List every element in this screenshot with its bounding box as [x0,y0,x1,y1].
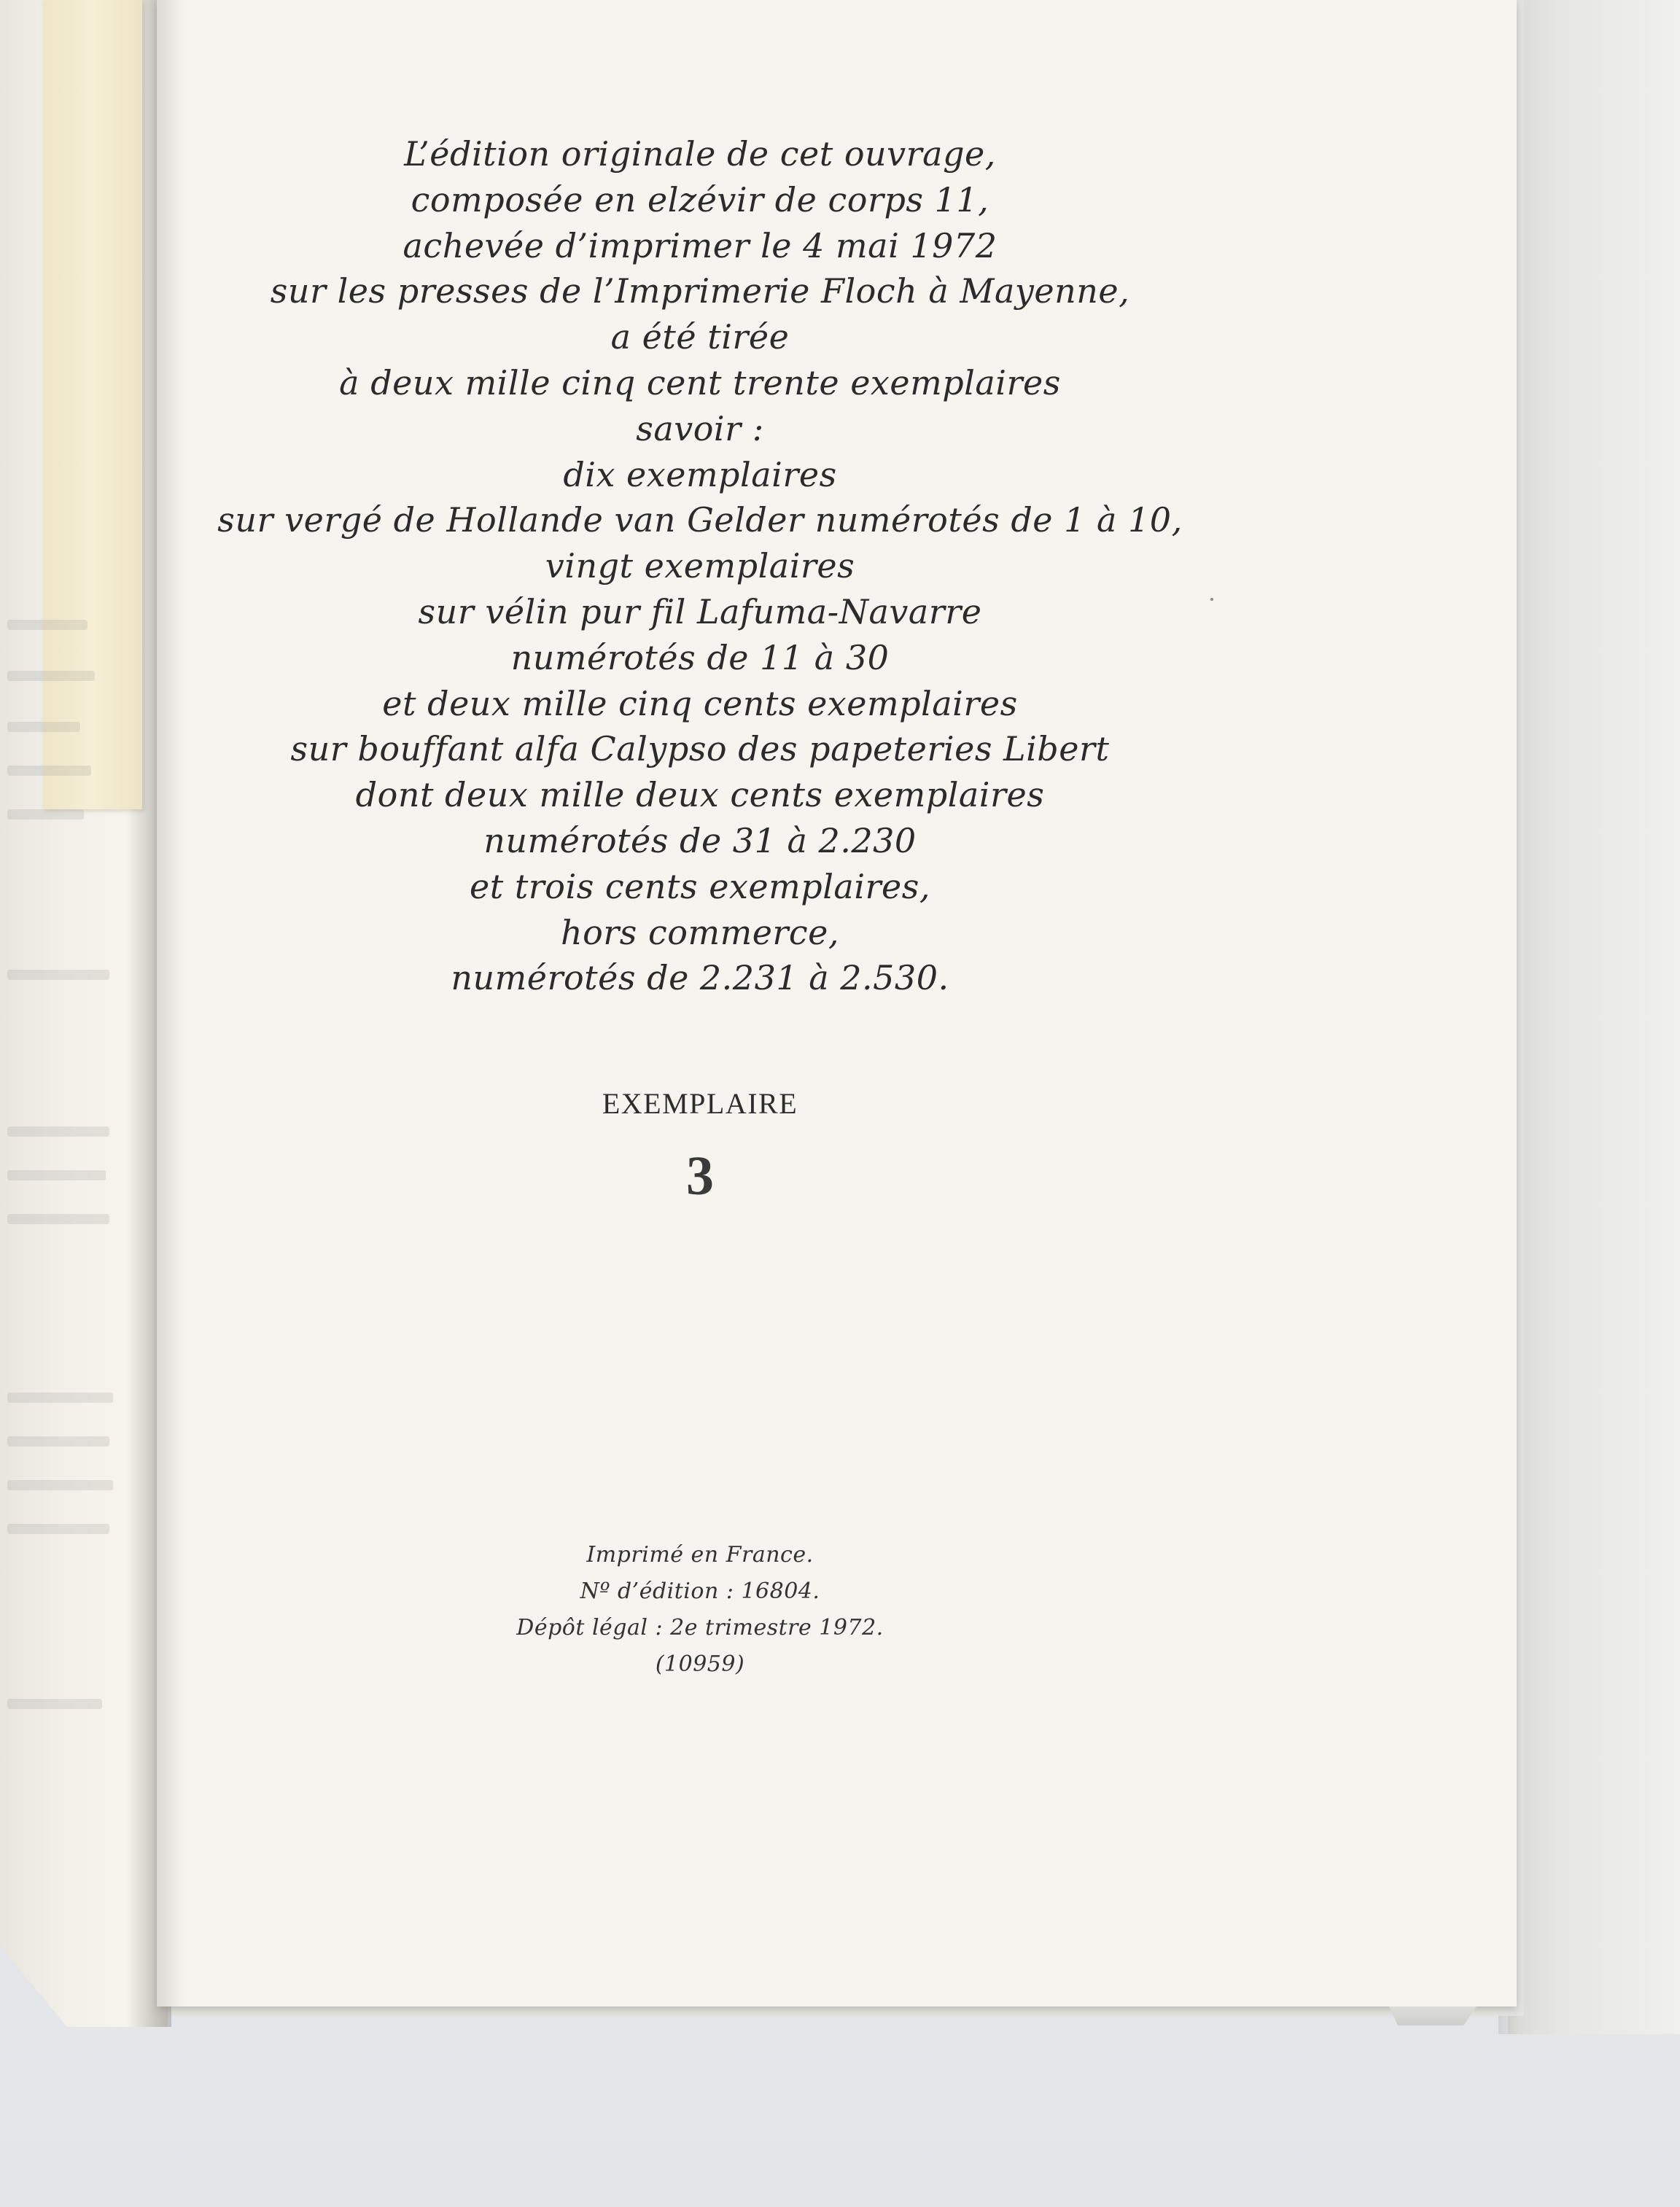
colophon-line: sur vélin pur fil Lafuma-Navarre [418,591,982,631]
bleed-through-line [7,1524,109,1534]
page-corner [1389,2006,1477,2025]
bleed-through-line [7,620,88,630]
insert-slip [44,0,142,809]
bleed-through-line [7,970,109,980]
colophon-line: sur bouffant alfa Calypso des papeteries Libert [290,729,1110,769]
colophon-line: et deux mille cinq cents exemplaires [382,683,1018,723]
bleed-through-line [7,722,80,732]
copy-number: 3 [686,1145,714,1207]
imprint-line: (10959) [655,1651,745,1677]
bleed-through-line [7,1480,113,1490]
colophon-line: achevée d’imprimer le 4 mai 1972 [402,225,998,265]
colophon-line: dont deux mille deux cents exemplaires [355,775,1045,815]
bleed-through-line [7,809,84,820]
colophon-line: vingt exemplaires [545,546,855,586]
imprint-line: Imprimé en France. [586,1542,814,1568]
bleed-through-line [7,1170,106,1180]
bleed-through-line [7,1126,109,1137]
bleed-through-line [7,1214,109,1224]
bleed-through-line [7,671,95,681]
colophon-line: numérotés de 11 à 30 [510,637,890,677]
colophon-line: à deux mille cinq cent trente exemplaires [339,362,1061,402]
page-gutter-shadow [157,0,186,2006]
colophon-line: et trois cents exemplaires, [469,866,930,906]
imprint-block [438,1537,962,1683]
bleed-through-line [7,766,91,776]
bleed-through-line [7,1393,113,1403]
colophon-line: composée en elzévir de corps 11, [411,179,989,219]
book-cover-edge [1508,0,1680,2034]
colophon-line: sur vergé de Hollande van Gelder numérotés de 1 à 10, [217,500,1183,540]
colophon-line: a été tirée [610,317,790,357]
bleed-through-line [7,1436,109,1447]
imprint-line: Dépôt légal : 2e trimestre 1972. [516,1615,884,1640]
copy-label: EXEMPLAIRE [602,1087,798,1120]
colophon-line: L’édition originale de cet ouvrage, [404,134,996,174]
colophon-line: numérotés de 2.231 à 2.530. [451,958,949,998]
bleed-through-line [7,1699,102,1709]
colophon-line: dix exemplaires [563,454,837,494]
imprint-line: Nº d’édition : 16804. [580,1579,820,1604]
colophon-text [186,131,1214,1001]
colophon-line: sur les presses de l’Imprimerie Floch à Mayenne, [270,271,1130,311]
colophon-line: numérotés de 31 à 2.230 [483,820,917,860]
colophon-line: hors commerce, [560,912,840,952]
colophon-line: savoir : [636,408,764,448]
